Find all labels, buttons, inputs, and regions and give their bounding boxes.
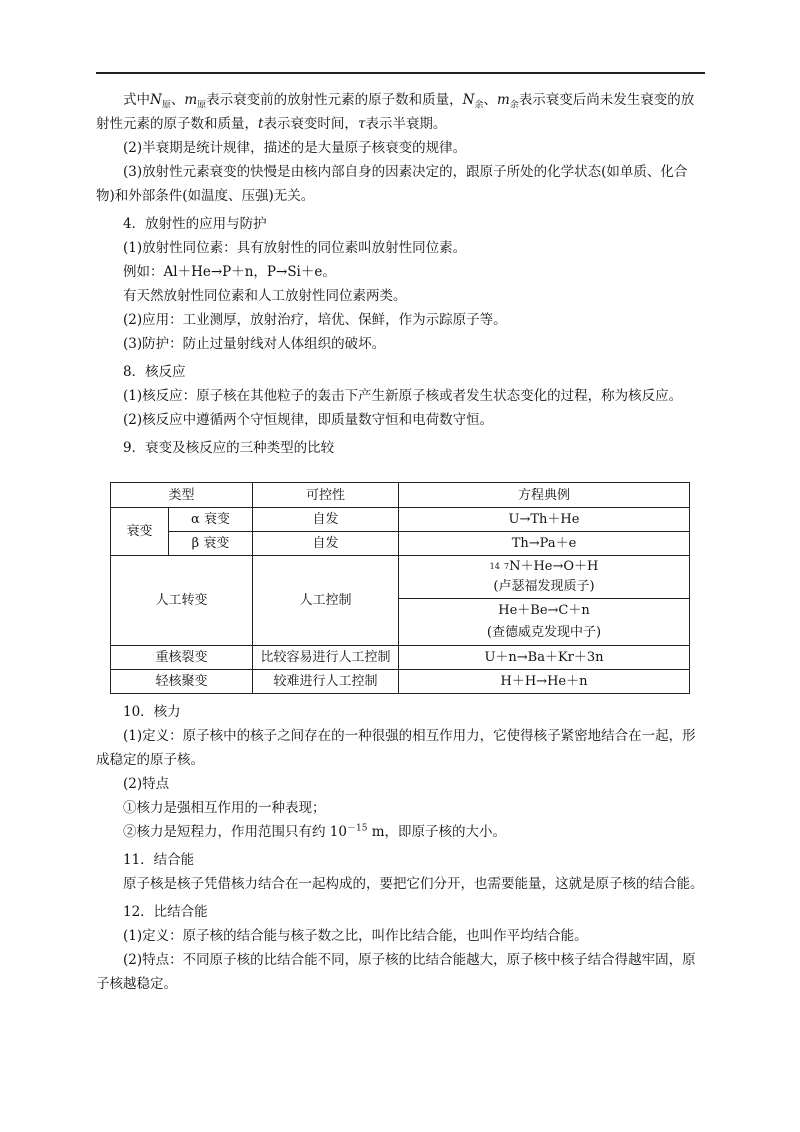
fission-type: 重核裂变 bbox=[111, 646, 253, 670]
table-row bbox=[111, 508, 690, 532]
table-row bbox=[111, 556, 690, 599]
nuclear-force-features: (2)特点 bbox=[123, 776, 170, 792]
artificial-equation-1-note: (卢瑟福发现质子) bbox=[493, 579, 595, 594]
beta-decay-control: 自发 bbox=[253, 532, 399, 556]
table-row bbox=[111, 670, 690, 694]
artificial-equation-1-text: N＋He→O＋H bbox=[509, 559, 599, 574]
nuclear-force-definition: (1)定义：原子核中的核子之间存在的一种很强的相互作用力，它使得核子紧密地结合在一起，形成稳定的原子核。 bbox=[96, 728, 696, 768]
section-9-heading: 9．衰变及核反应的三种类型的比较 bbox=[123, 440, 335, 456]
radioisotope-applications: (2)应用：工业测厚，放射治疗，培优、保鲜，作为示踪原子等。 bbox=[123, 312, 507, 328]
nitrogen-atomic-number: 7 bbox=[503, 562, 510, 571]
nuclear-force-feature-1: ①核力是强相互作用的一种表现； bbox=[123, 800, 326, 816]
table-row bbox=[111, 646, 690, 670]
comparison-table bbox=[110, 482, 690, 694]
section-8-heading: 8．核反应 bbox=[123, 364, 186, 380]
beta-decay-equation: Th→Pa＋e bbox=[399, 532, 690, 556]
table-row bbox=[111, 532, 690, 556]
header-controllability: 可控性 bbox=[253, 483, 399, 508]
radioisotope-types: 有天然放射性同位素和人工放射性同位素两类。 bbox=[123, 288, 407, 304]
radioisotope-definition: (1)放射性同位素：具有放射性的同位素叫放射性同位素。 bbox=[123, 240, 467, 256]
decay-rate-factors: (3)放射性元素衰变的快慢是由核内部自身的因素决定的，跟原子所处的化学状态(如单质、化合物)和外部条件(如温度、压强)无关。 bbox=[96, 164, 688, 204]
nuclear-force-feature-2: ②核力是短程力，作用范围只有约 $10^{-15}$ m，即原子核的大小。 bbox=[123, 823, 507, 840]
section-11-heading: 11．结合能 bbox=[123, 852, 195, 868]
artificial-control: 人工控制 bbox=[253, 556, 399, 646]
section-12-heading: 12．比结合能 bbox=[123, 904, 208, 920]
alpha-decay-equation: U→Th＋He bbox=[399, 508, 690, 532]
document-body bbox=[96, 88, 705, 996]
beta-decay-type: β 衰变 bbox=[169, 532, 253, 556]
specific-binding-energy-definition: (1)定义：原子核的结合能与核子数之比，叫作比结合能，也叫作平均结合能。 bbox=[123, 928, 588, 944]
artificial-equation-1 bbox=[399, 556, 690, 599]
nuclear-reaction-conservation: (2)核反应中遵循两个守恒规律，即质量数守恒和电荷数守恒。 bbox=[123, 412, 494, 428]
artificial-equation-2 bbox=[399, 599, 690, 646]
fusion-equation: H＋H→He＋n bbox=[399, 670, 690, 694]
fission-equation: U＋n→Ba＋Kr＋3n bbox=[399, 646, 690, 670]
section-10-heading: 10．核力 bbox=[123, 704, 181, 720]
half-life-statistical: (2)半衰期是统计规律，描述的是大量原子核衰变的规律。 bbox=[123, 140, 467, 156]
header-rule bbox=[96, 72, 705, 74]
table-header-row bbox=[111, 483, 690, 508]
radioisotope-protection: (3)防护：防止过量射线对人体组织的破坏。 bbox=[123, 336, 386, 352]
header-type: 类型 bbox=[111, 483, 253, 508]
header-equation: 方程典例 bbox=[399, 483, 690, 508]
section-4-heading: 4．放射性的应用与防护 bbox=[123, 216, 267, 232]
formula-explanation: 式中$N_原$、$m_原$表示衰变前的放射性元素的原子数和质量，$N_余$、$m_余$表示衰变后尚未发生衰变的放射性元素的原子数和质量，t表示衰变时间，τ表示半衰期。 bbox=[96, 92, 695, 132]
radioisotope-example: 例如：Al＋He→P＋n，P→Si＋e。 bbox=[123, 264, 336, 280]
decay-label: 衰变 bbox=[111, 508, 169, 556]
nuclear-reaction-definition: (1)核反应：原子核在其他粒子的轰击下产生新原子核或者发生状态变化的过程，称为核反应。 bbox=[123, 388, 683, 404]
fusion-control: 较难进行人工控制 bbox=[253, 670, 399, 694]
fission-control: 比较容易进行人工控制 bbox=[253, 646, 399, 670]
nitrogen-mass-number: 14 bbox=[489, 562, 500, 571]
specific-binding-energy-features: (2)特点：不同原子核的比结合能不同，原子核的比结合能越大，原子核中核子结合得越牢固，原子核越稳定。 bbox=[96, 952, 696, 992]
fusion-type: 轻核聚变 bbox=[111, 670, 253, 694]
binding-energy-definition: 原子核是核子凭借核力结合在一起构成的，要把它们分开，也需要能量，这就是原子核的结合能。 bbox=[123, 876, 704, 892]
alpha-decay-type: α 衰变 bbox=[169, 508, 253, 532]
artificial-type: 人工转变 bbox=[111, 556, 253, 646]
artificial-equation-2-text: He＋Be→C＋n bbox=[498, 603, 590, 618]
artificial-equation-2-note: (查德威克发现中子) bbox=[486, 625, 602, 640]
alpha-decay-control: 自发 bbox=[253, 508, 399, 532]
